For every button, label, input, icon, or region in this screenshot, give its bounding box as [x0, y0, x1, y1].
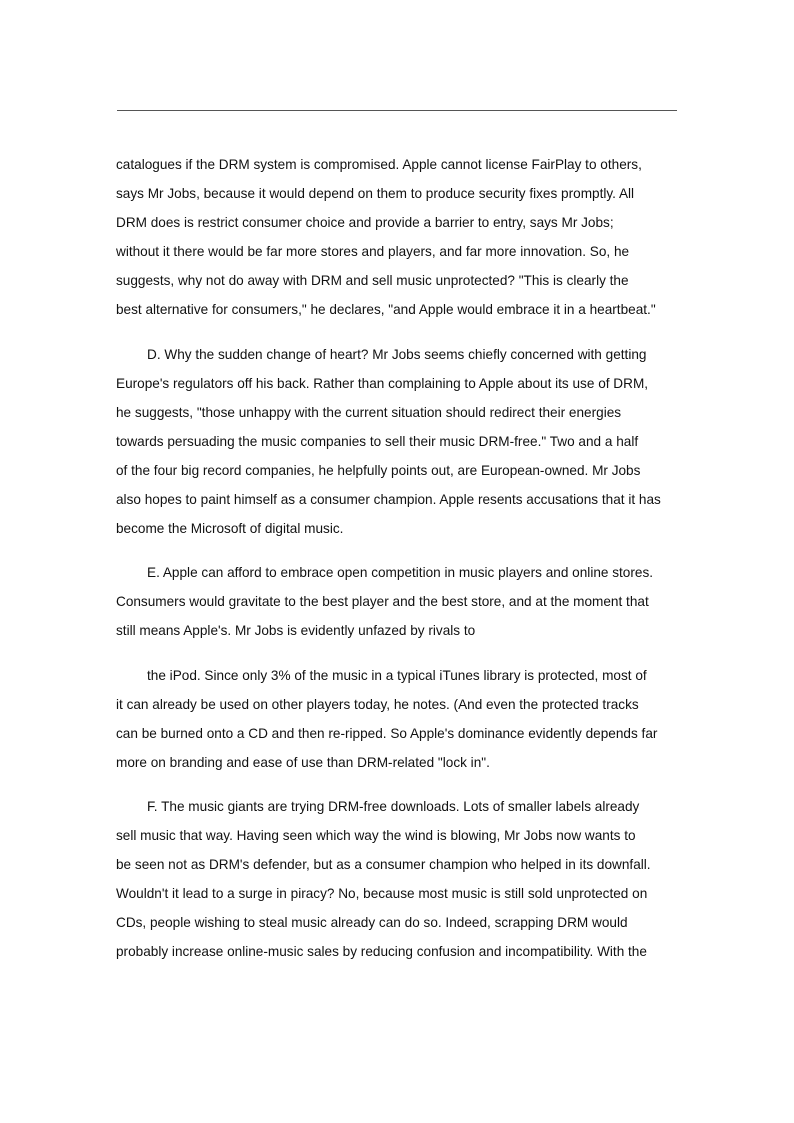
document-body	[116, 150, 706, 981]
text-line: can be burned onto a CD and then re-ripped. So Apple's dominance evidently depends far	[116, 725, 658, 741]
paragraph	[116, 792, 706, 967]
header-rule	[117, 110, 677, 111]
text-line: Europe's regulators off his back. Rather than complaining to Apple about its use of DRM,	[116, 375, 649, 391]
text-line: Wouldn't it lead to a surge in piracy? No, because most music is still sold unprotected on	[116, 886, 648, 902]
text-line: E. Apple can afford to embrace open competition in music players and online stores.	[147, 565, 654, 581]
text-line: be seen not as DRM's defender, but as a consumer champion who helped in its downfall.	[116, 857, 651, 873]
paragraph	[116, 661, 706, 777]
text-line: without it there would be far more stores and players, and far more innovation. So, he	[116, 244, 630, 260]
text-line: DRM does is restrict consumer choice and provide a barrier to entry, says Mr Jobs;	[116, 215, 614, 231]
text-line: also hopes to paint himself as a consumer champion. Apple resents accusations that it has	[116, 492, 661, 508]
text-line: the iPod. Since only 3% of the music in a typical iTunes library is protected, most of	[147, 667, 647, 683]
paragraph	[116, 150, 706, 325]
text-line: probably increase online-music sales by reducing confusion and incompatibility. With the	[116, 944, 647, 960]
text-line: catalogues if the DRM system is compromised. Apple cannot license FairPlay to others,	[116, 157, 642, 172]
text-line: he suggests, "those unhappy with the current situation should redirect their energies	[116, 404, 622, 420]
text-line: still means Apple's. Mr Jobs is evidently unfazed by rivals to	[116, 623, 476, 639]
paragraph	[116, 340, 706, 544]
text-line: towards persuading the music companies to sell their music DRM-free." Two and a half	[116, 433, 639, 449]
text-line: CDs, people wishing to steal music already can do so. Indeed, scrapping DRM would	[116, 915, 628, 931]
text-line: suggests, why not do away with DRM and sell music unprotected? "This is clearly the	[116, 273, 629, 289]
text-line: of the four big record companies, he helpfully points out, are European-owned. Mr Jobs	[116, 462, 641, 478]
text-line: it can already be used on other players today, he notes. (And even the protected tracks	[116, 696, 639, 712]
text-line: F. The music giants are trying DRM-free downloads. Lots of smaller labels already	[147, 798, 640, 814]
text-line: best alternative for consumers," he declares, "and Apple would embrace it in a heartbeat."	[116, 302, 656, 318]
text-line: become the Microsoft of digital music.	[116, 521, 344, 537]
text-line: says Mr Jobs, because it would depend on them to produce security fixes promptly. All	[116, 186, 635, 202]
text-line: D. Why the sudden change of heart? Mr Jobs seems chiefly concerned with getting	[147, 346, 647, 362]
paragraph	[116, 558, 706, 645]
text-line: more on branding and ease of use than DRM-related "lock in".	[116, 754, 490, 770]
text-line: Consumers would gravitate to the best player and the best store, and at the moment that	[116, 594, 649, 610]
text-line: sell music that way. Having seen which way the wind is blowing, Mr Jobs now wants to	[116, 827, 636, 843]
